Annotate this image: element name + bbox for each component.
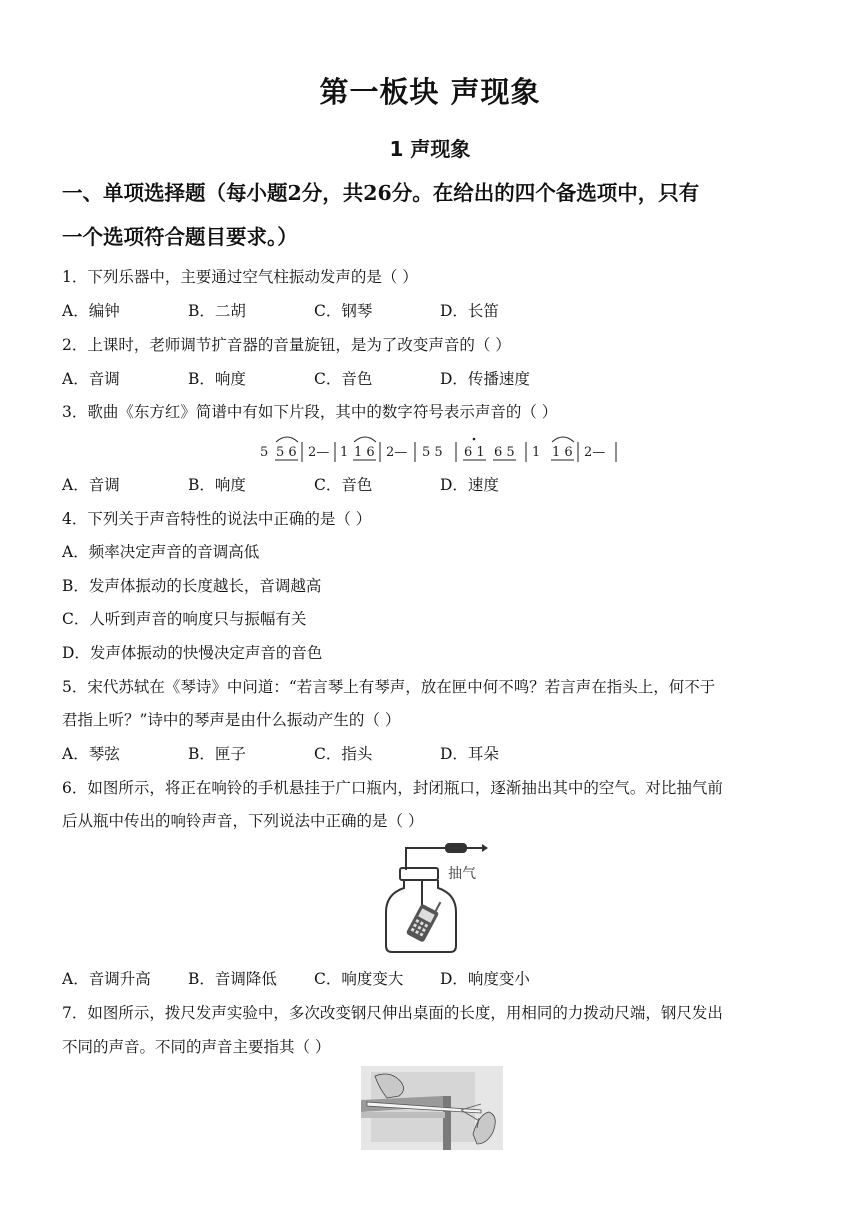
section-heading-line2: 一个选项符合题目要求。） [62, 225, 298, 249]
option-a[interactable]: A．琴弦 [62, 745, 120, 763]
option-a[interactable]: A．音调升高 [62, 970, 151, 988]
score-group: 1 [532, 445, 541, 460]
score-group: 5 [260, 445, 269, 460]
option-b[interactable]: B．响度 [188, 370, 246, 388]
option-a[interactable]: A．编钟 [62, 302, 120, 320]
ruler-figure [361, 1066, 503, 1150]
question-7-stem-line2: 不同的声音。不同的声音主要指其（ ） [62, 1038, 331, 1056]
question-2-stem: 2．上课时，老师调节扩音器的音量旋钮，是为了改变声音的（ ） [62, 336, 511, 354]
option-c[interactable]: C．指头 [314, 745, 373, 763]
lesson-title: 1 声现象 [389, 137, 471, 161]
option-b[interactable]: B．发声体振动的长度越长，音调越高 [62, 577, 322, 595]
option-c[interactable]: C．音色 [314, 476, 373, 494]
score-group: 1 6 [354, 445, 375, 460]
score-group: 6 5 [494, 445, 515, 460]
option-d[interactable]: D．发声体振动的快慢决定声音的音色 [62, 644, 323, 662]
option-d[interactable]: D．长笛 [440, 302, 499, 320]
bell-jar-figure [378, 838, 490, 956]
option-b[interactable]: B．二胡 [188, 302, 246, 320]
score-group: 2— [308, 445, 330, 460]
question-7-stem-line1: 7．如图所示，拨尺发声实验中，多次改变钢尺伸出桌面的长度，用相同的力拨动尺端，钢尺发出 [62, 1004, 723, 1022]
score-group: 2— [386, 445, 408, 460]
option-b[interactable]: B．响度 [188, 476, 246, 494]
score-group: 2— [584, 445, 606, 460]
option-c[interactable]: C．人听到声音的响度只与振幅有关 [62, 610, 307, 628]
option-c[interactable]: C．钢琴 [314, 302, 373, 320]
question-5-stem-line2: 君指上听？”诗中的琴声是由什么振动产生的（ ） [62, 711, 401, 729]
score-group: 6 1 [464, 445, 485, 460]
question-6-stem-line1: 6．如图所示，将正在响铃的手机悬挂于广口瓶内，封闭瓶口，逐渐抽出其中的空气。对比抽气前 [62, 779, 723, 797]
score-group: 1 [340, 445, 349, 460]
question-4-stem: 4．下列关于声音特性的说法中正确的是（ ） [62, 510, 372, 528]
question-1-stem: 1．下列乐器中，主要通过空气柱振动发声的是（ ） [62, 268, 418, 286]
question-6-stem-line2: 后从瓶中传出的响铃声音，下列说法中正确的是（ ） [62, 812, 424, 830]
score-group: 1 6 [552, 445, 573, 460]
question-5-stem-line1: 5．宋代苏轼在《琴诗》中问道：“若言琴上有琴声，放在匣中何不鸣？若言声在指头上，何不于 [62, 678, 716, 696]
option-b[interactable]: B．音调降低 [188, 970, 277, 988]
question-3-stem: 3．歌曲《东方红》简谱中有如下片段，其中的数字符号表示声音的（ ） [62, 403, 558, 421]
option-c[interactable]: C．响度变大 [314, 970, 404, 988]
option-c[interactable]: C．音色 [314, 370, 373, 388]
option-b[interactable]: B．匣子 [188, 745, 246, 763]
option-a[interactable]: A．音调 [62, 370, 120, 388]
section-heading-line1: 一、单项选择题（每小题2分，共26分。在给出的四个备选项中，只有 [62, 181, 700, 205]
option-d[interactable]: D．耳朵 [440, 745, 499, 763]
pump-label: 抽气 [448, 866, 476, 882]
option-a[interactable]: A．频率决定声音的音调高低 [62, 543, 260, 561]
option-d[interactable]: D．传播速度 [440, 370, 530, 388]
musical-score [260, 430, 620, 470]
option-d[interactable]: D．响度变小 [440, 970, 530, 988]
option-a[interactable]: A．音调 [62, 476, 120, 494]
option-d[interactable]: D．速度 [440, 476, 499, 494]
score-group: 5 6 [276, 445, 297, 460]
score-group: 5 5 [422, 445, 443, 460]
page-title: 第一板块 声现象 [319, 75, 541, 109]
